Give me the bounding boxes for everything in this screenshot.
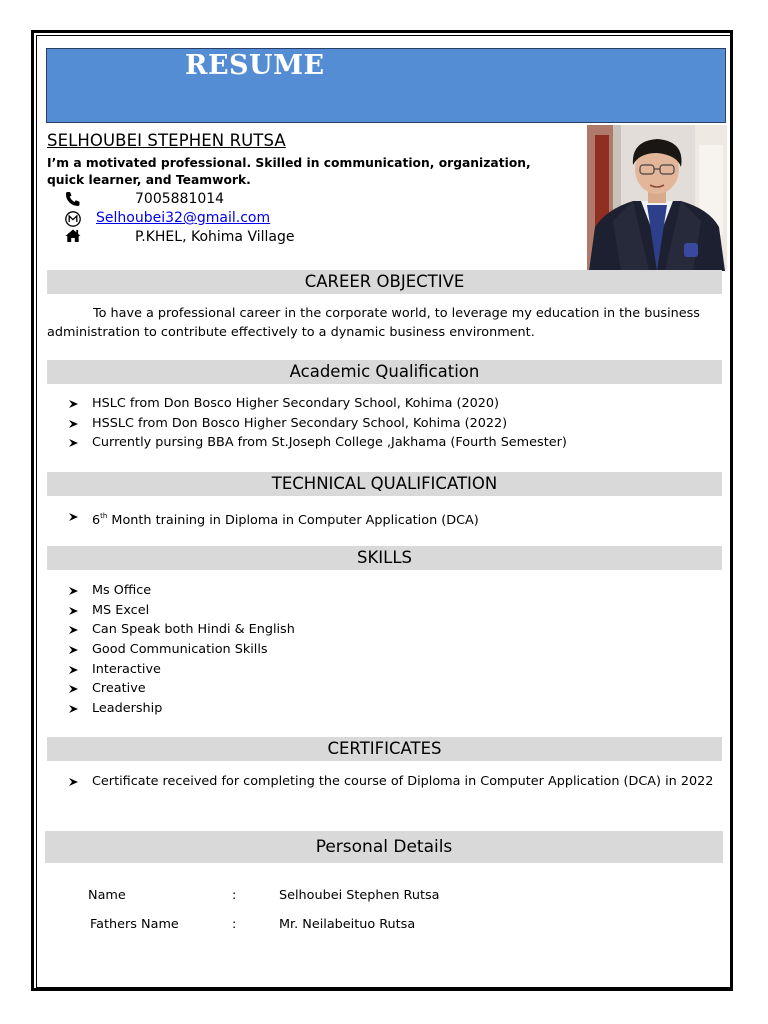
arrow-bullet-icon — [68, 665, 79, 675]
email-link[interactable]: Selhoubei32@gmail.com — [96, 210, 271, 226]
address-text: P.KHEL, Kohima Village — [135, 229, 295, 245]
resume-banner — [46, 48, 726, 123]
arrow-bullet-icon — [68, 777, 79, 787]
arrow-bullet-icon — [68, 625, 79, 635]
list-item: Leadership — [68, 699, 295, 719]
profile-photo — [587, 125, 727, 271]
list-item: Can Speak both Hindi & English — [68, 620, 295, 640]
personal-value-father: Mr. Neilabeituo Rutsa — [279, 917, 416, 932]
list-item: HSSLC from Don Bosco Higher Secondary School, Kohima (2022) — [68, 414, 567, 434]
list-item: Ms Office — [68, 581, 295, 601]
academic-list — [68, 394, 567, 453]
phone-number: 7005881014 — [135, 191, 225, 207]
section-header-career: CAREER OBJECTIVE — [47, 270, 722, 294]
personal-label-father: Fathers Name — [90, 917, 179, 932]
phone-icon — [64, 190, 82, 208]
contact-email[interactable] — [64, 209, 324, 229]
section-header-personal: Personal Details — [45, 831, 723, 863]
intro-text: I’m a motivated professional. Skilled in communication, organization, quick learner, and Teamwork. — [47, 156, 531, 187]
career-objective-text: To have a professional career in the corporate world, to leverage my education in the business administration to contribute effectively to a dynamic business environment. — [47, 306, 700, 340]
section-header-academic: Academic Qualification — [47, 360, 722, 384]
personal-sep: : — [232, 888, 237, 903]
candidate-name: SELHOUBEI STEPHEN RUTSA — [47, 131, 286, 150]
arrow-bullet-icon — [68, 512, 79, 522]
resume-title: RESUME — [185, 50, 325, 81]
arrow-bullet-icon — [68, 419, 79, 429]
arrow-bullet-icon — [68, 704, 79, 714]
arrow-bullet-icon — [68, 586, 79, 596]
list-item: Creative — [68, 679, 295, 699]
home-icon — [64, 227, 82, 245]
arrow-bullet-icon — [68, 438, 79, 448]
list-item: Interactive — [68, 660, 295, 680]
technical-list — [68, 507, 479, 527]
personal-label-name: Name — [88, 888, 126, 903]
list-item: HSLC from Don Bosco Higher Secondary School, Kohima (2020) — [68, 394, 567, 414]
list-item: MS Excel — [68, 601, 295, 621]
section-header-technical: TECHNICAL QUALIFICATION — [47, 472, 722, 496]
personal-value-name: Selhoubei Stephen Rutsa — [279, 888, 440, 903]
list-item: 6th Month training in Diploma in Computer Application (DCA) — [68, 507, 479, 527]
contact-phone — [64, 190, 304, 210]
section-header-certificates: CERTIFICATES — [47, 737, 722, 761]
contact-address — [64, 228, 324, 248]
arrow-bullet-icon — [68, 684, 79, 694]
list-item: Good Communication Skills — [68, 640, 295, 660]
arrow-bullet-icon — [68, 399, 79, 409]
arrow-bullet-icon — [68, 645, 79, 655]
section-header-skills: SKILLS — [47, 546, 722, 570]
skills-list — [68, 581, 295, 719]
arrow-bullet-icon — [68, 606, 79, 616]
certificates-list — [68, 772, 713, 792]
list-item: Certificate received for completing the course of Diploma in Computer Application (DCA) in 2022 — [68, 772, 713, 792]
email-icon — [64, 210, 82, 228]
personal-sep: : — [232, 917, 237, 932]
list-item: Currently pursing BBA from St.Joseph College ,Jakhama (Fourth Semester) — [68, 433, 567, 453]
